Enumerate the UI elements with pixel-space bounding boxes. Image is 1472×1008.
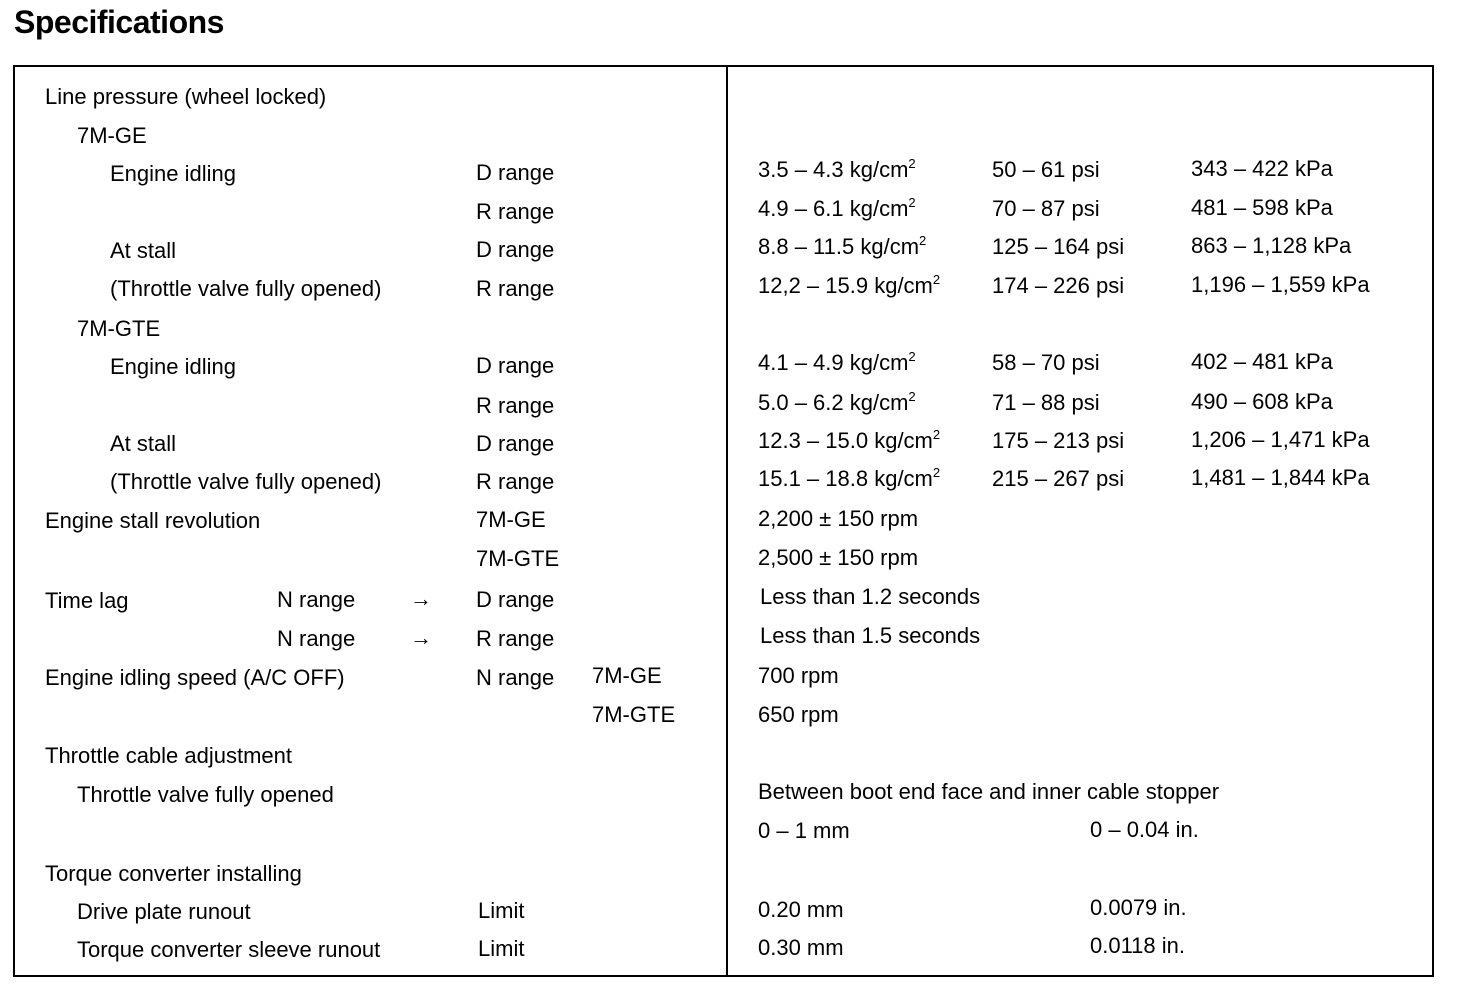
superscript: 2 (932, 427, 941, 442)
gte-row1-psi: 58 – 70 psi (992, 350, 1100, 375)
gte-row4-range: R range (476, 469, 555, 494)
ge-row3-kg: 8.8 – 11.5 $kg/cm^2$ (758, 233, 927, 259)
idle-speed-range: N range (476, 665, 555, 690)
arrow-right-icon: → (410, 586, 432, 611)
gte-row2-psi: 71 – 88 psi (992, 390, 1100, 415)
time-lag-value-1: Less than 1.2 seconds (760, 584, 981, 609)
gte-at-stall-label: At stall (110, 431, 177, 456)
superscript: 2 (919, 233, 927, 248)
gte-row4-kg: 15.1 – 18.8 $kg/cm^2$ (758, 465, 941, 491)
time-lag-label: Time lag (45, 588, 129, 613)
gte-row3-psi: 175 – 213 psi (992, 428, 1125, 453)
idle-model-gte: 7M-GTE (592, 702, 676, 727)
drive-plate-mm: 0.20 mm (758, 897, 844, 922)
ge-row4-range: R range (476, 276, 555, 301)
stall-model-gte: 7M-GTE (476, 546, 560, 571)
superscript: 2 (908, 349, 916, 364)
gte-row2-range: R range (476, 393, 555, 418)
gte-row2-kg: 5.0 – 6.2 $kg/cm^2$ (758, 389, 916, 415)
time-lag-to-1: D range (476, 587, 555, 612)
idle-value-ge: 700 rpm (758, 663, 839, 688)
gte-row1-kg: 4.1 – 4.9 $kg/cm^2$ (758, 349, 916, 375)
ge-row1-psi: 50 – 61 psi (992, 157, 1100, 182)
stall-value-gte: 2,500 ± 150 rpm (758, 545, 919, 570)
arrow-right-icon: → (410, 625, 432, 650)
sleeve-runout-label: Torque converter sleeve runout (77, 937, 381, 962)
page-title: Specifications (14, 4, 224, 40)
drive-plate-in: 0.0079 in. (1090, 895, 1187, 920)
throttle-cable-label: Throttle cable adjustment (45, 743, 293, 768)
ge-row4-kpa: 1,196 – 1,559 kPa (1191, 272, 1370, 297)
sleeve-in: 0.0118 in. (1090, 933, 1186, 958)
ge-at-stall-label: At stall (110, 238, 177, 263)
ge-row2-psi: 70 – 87 psi (992, 196, 1100, 221)
ge-engine-idling-label: Engine idling (110, 161, 236, 186)
stall-revolution-label: Engine stall revolution (45, 508, 261, 533)
throttle-cable-mm: 0 – 1 mm (758, 818, 850, 843)
idle-speed-label: Engine idling speed (A/C OFF) (45, 665, 345, 690)
time-lag-to-2: R range (476, 626, 555, 651)
ge-row3-psi: 125 – 164 psi (992, 234, 1125, 259)
drive-plate-runout-label: Drive plate runout (77, 899, 251, 924)
sleeve-limit: Limit (478, 936, 525, 961)
ge-row3-kpa: 863 – 1,128 kPa (1191, 233, 1352, 258)
superscript: 2 (908, 156, 916, 171)
stall-value-ge: 2,200 ± 150 rpm (758, 506, 919, 531)
gte-row1-kpa: 402 – 481 kPa (1191, 349, 1333, 374)
ge-row2-kpa: 481 – 598 kPa (1191, 195, 1333, 220)
ge-row2-range: R range (476, 199, 555, 224)
ge-row1-range: D range (476, 160, 555, 185)
idle-model-ge: 7M-GE (592, 663, 662, 688)
ge-row2-kg: 4.9 – 6.1 $kg/cm^2$ (758, 195, 916, 221)
gte-row2-kpa: 490 – 608 kPa (1191, 389, 1333, 414)
gte-row3-kpa: 1,206 – 1,471 kPa (1191, 427, 1370, 452)
ge-row3-range: D range (476, 237, 555, 262)
torque-converter-label: Torque converter installing (45, 861, 302, 886)
time-lag-from-2: N range (277, 626, 356, 651)
sleeve-mm: 0.30 mm (758, 935, 844, 960)
ge-row4-kg: 12,2 – 15.9 $kg/cm^2$ (758, 272, 941, 298)
superscript: 2 (932, 465, 941, 480)
throttle-cable-sub: Throttle valve fully opened (77, 782, 334, 807)
gte-engine-idling-label: Engine idling (110, 354, 236, 379)
gte-throttle-note: (Throttle valve fully opened) (110, 469, 382, 494)
model-7m-gte-label: 7M-GTE (77, 316, 161, 341)
idle-value-gte: 650 rpm (758, 702, 839, 727)
throttle-cable-in: 0 – 0.04 in. (1090, 817, 1199, 842)
line-pressure-heading: Line pressure (wheel locked) (45, 84, 327, 109)
ge-row4-psi: 174 – 226 psi (992, 273, 1125, 298)
throttle-cable-desc: Between boot end face and inner cable stopper (758, 779, 1220, 804)
model-7m-ge-label: 7M-GE (77, 123, 147, 148)
gte-row4-psi: 215 – 267 psi (992, 466, 1125, 491)
superscript: 2 (932, 272, 941, 287)
time-lag-value-2: Less than 1.5 seconds (760, 623, 981, 648)
stall-model-ge: 7M-GE (476, 507, 546, 532)
gte-row3-kg: 12.3 – 15.0 $kg/cm^2$ (758, 427, 941, 453)
drive-plate-limit: Limit (478, 898, 525, 923)
gte-row3-range: D range (476, 431, 555, 456)
gte-row1-range: D range (476, 353, 555, 378)
ge-row1-kpa: 343 – 422 kPa (1191, 156, 1333, 181)
ge-throttle-note: (Throttle valve fully opened) (110, 276, 382, 301)
superscript: 2 (908, 389, 916, 404)
gte-row4-kpa: 1,481 – 1,844 kPa (1191, 465, 1370, 490)
ge-row1-kg: 3.5 – 4.3 $kg/cm^2$ (758, 156, 916, 182)
time-lag-from-1: N range (277, 587, 356, 612)
column-divider (726, 65, 728, 977)
superscript: 2 (908, 195, 916, 210)
